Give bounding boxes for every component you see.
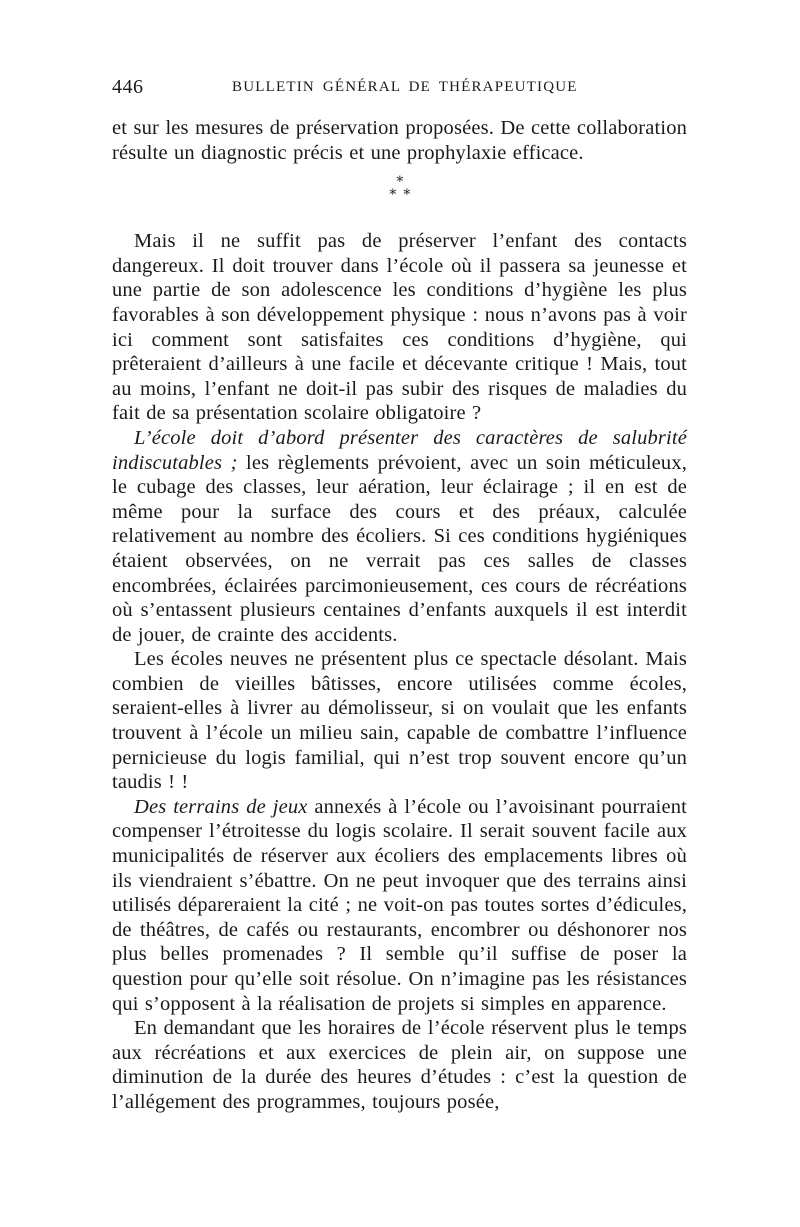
paragraph-2 xyxy=(112,229,687,426)
text-run: Les écoles neuves ne présentent plus ce spectacle désolant. Mais combien de vieilles bâtisses, encore utilisées comme écoles, seraient-elles à livrer au démolisseur, si on voulait que les enfants trouvent à l’école un milieu sain, capable de combattre l’influence pernicieuse du logis familial, qui n’est trop souvent encore qu’un taudis ! ! xyxy=(112,648,687,794)
italic-run: Des terrains de jeux xyxy=(134,795,308,818)
text-run: Mais il ne suffit pas de préserver l’enfant des contacts dangereux. Il doit trouver dans l’école où il passera sa jeunesse et une partie de son adolescence les conditions d’hygiène les plus favorables à son développement physique : nous n’avons pas à voir ici comment sont satisfaites ces conditions d’hygiène, qui prêteraient d’ailleurs à une facile et décevante critique ! Mais, tout au moins, l’enfant ne doit-il pas subir des risques de maladies du fait de sa présentation scolaire obligatoire ? xyxy=(112,230,687,425)
svg-text:*: * xyxy=(388,187,397,204)
paragraph-5 xyxy=(112,795,687,1016)
text-run: annexés à l’école ou l’avoisinant pourraient compenser l’étroitesse du logis scolaire. Il serait souvent facile aux municipalités de réserver aux écoliers des emplacements libres où ils viendraient s’ébattre. On ne peut invoquer que des terrains ainsi utilisés dépareraient la cité ; ne voit-on pas toutes sortes d’édicules, de théâtres, de cafés ou restaurants, encombrer ou déshonorer nos plus belles promenades ? Il semble qu’il suffise de poser la question pour qu’elle soit résolue. On n’imagine pas les résistances qui s’opposent à la réalisation de projets si simples en apparence. xyxy=(112,795,688,1015)
paragraph-3 xyxy=(112,426,687,647)
paragraph-4 xyxy=(112,647,687,795)
paragraph-1 xyxy=(112,116,687,165)
svg-text:*: * xyxy=(395,175,404,191)
text-run: et sur les mesures de préservation proposées. De cette collaboration résulte un diagnostic précis et une prophylaxie efficace. xyxy=(112,117,687,164)
asterism-icon xyxy=(388,175,412,205)
svg-text:*: * xyxy=(402,187,411,204)
page-header xyxy=(112,76,687,102)
text-run: En demandant que les horaires de l’école réservent plus le temps aux récréations et aux exercices de plein air, on suppose une diminution de la durée des heures d’études : c’est la question de l’allégement des programmes, toujours posée, xyxy=(112,1017,687,1113)
italic-run: L’école doit d’abord présenter des caractères de salubrité indiscutables ; xyxy=(112,426,687,474)
page-number: 446 xyxy=(112,76,144,98)
section-break-asterism xyxy=(112,165,687,229)
running-title: BULLETIN GÉNÉRAL DE THÉRAPEUTIQUE xyxy=(232,79,578,95)
text-run: les règlements prévoient, avec un soin méticuleux, le cubage des classes, leur aération, leur éclairage ; il en est de même pour la surface des cours et des préaux, calculée relativement au nombre des écoliers. Si ces conditions hygiéniques étaient observées, on ne verrait pas ces salles de classes encombrées, éclairées parcimonieusement, ces cours de récréations où s’entassent plusieurs centaines d’enfants auxquels il est interdit de jouer, de crainte des accidents. xyxy=(112,451,688,646)
paragraph-6 xyxy=(112,1016,687,1114)
body-text xyxy=(112,116,687,1115)
